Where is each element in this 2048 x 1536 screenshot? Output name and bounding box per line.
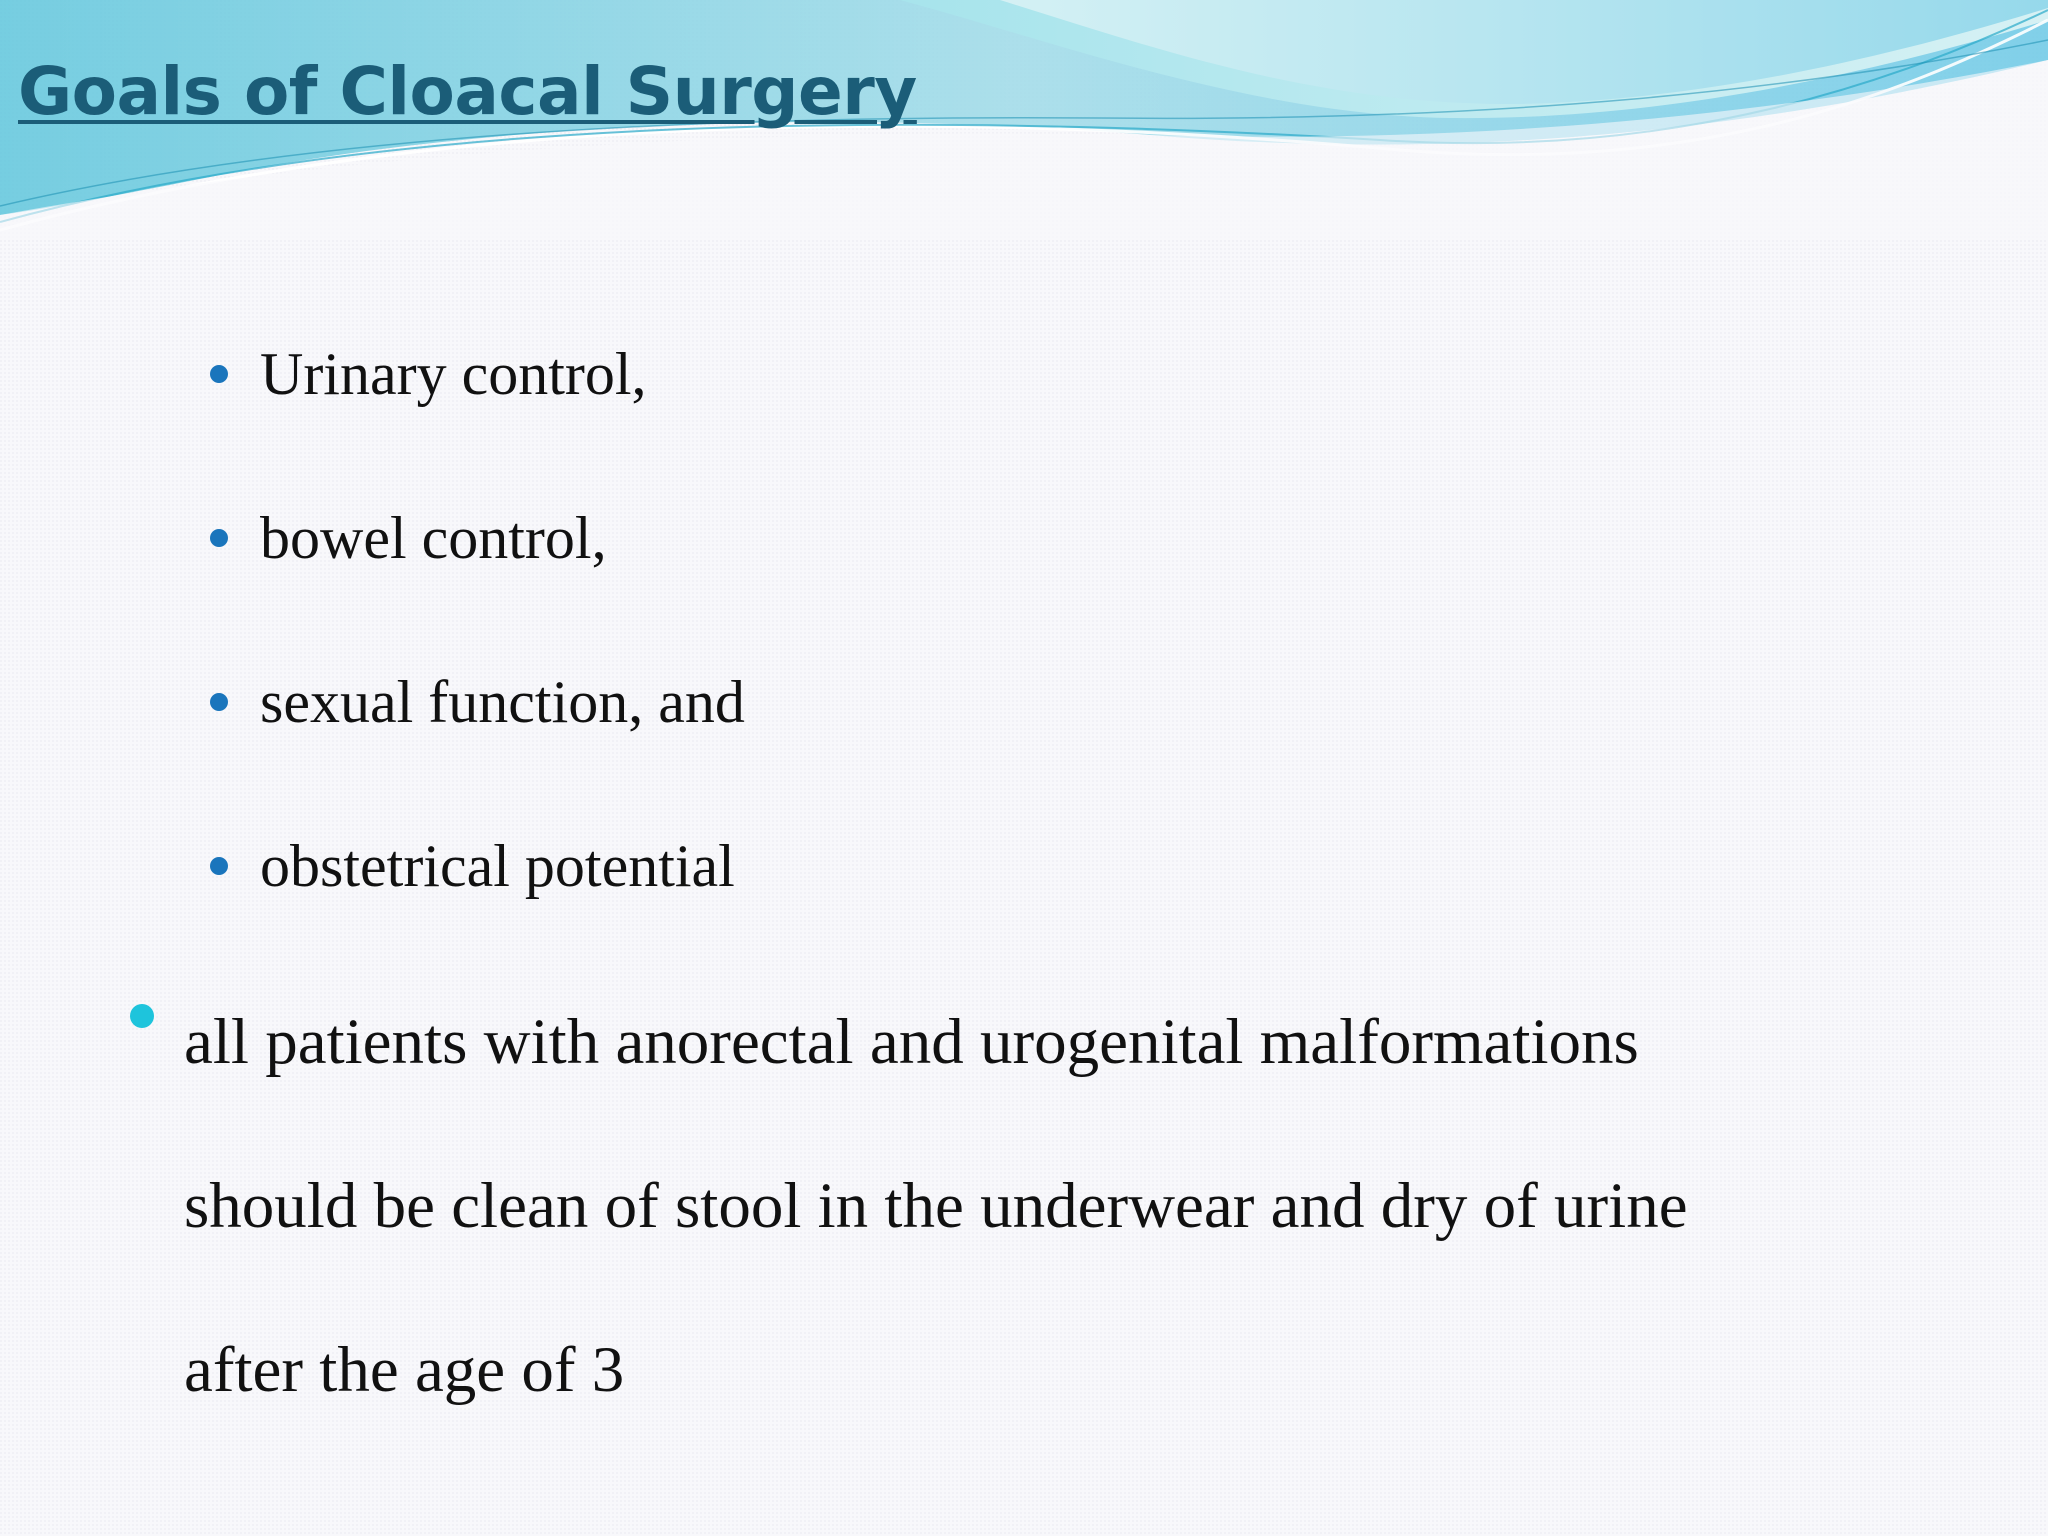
list-item <box>210 292 745 456</box>
list-item-text: Urinary control, <box>260 340 647 407</box>
bullet-dot-icon <box>210 365 228 383</box>
main-bullet-line: after the age of 3 <box>184 1334 625 1406</box>
bullet-dot-icon <box>130 1004 154 1028</box>
list-item-text: bowel control, <box>260 504 607 571</box>
main-bullet-line: all patients with anorectal and urogenital malformations <box>184 1006 1639 1078</box>
bullet-dot-icon <box>210 857 228 875</box>
list-item <box>210 784 745 948</box>
bullet-dot-icon <box>210 529 228 547</box>
main-bullet <box>130 960 1688 1452</box>
bullet-dot-icon <box>210 693 228 711</box>
sub-bullet-list <box>210 292 745 948</box>
main-bullet-line: should be clean of stool in the underwear and dry of urine <box>184 1170 1688 1242</box>
list-item-text: sexual function, and <box>260 668 745 735</box>
list-item-text: obstetrical potential <box>260 832 735 899</box>
main-bullet-text <box>184 960 1688 1452</box>
list-item <box>210 456 745 620</box>
list-item <box>210 620 745 784</box>
slide-title: Goals of Cloacal Surgery <box>18 53 917 130</box>
